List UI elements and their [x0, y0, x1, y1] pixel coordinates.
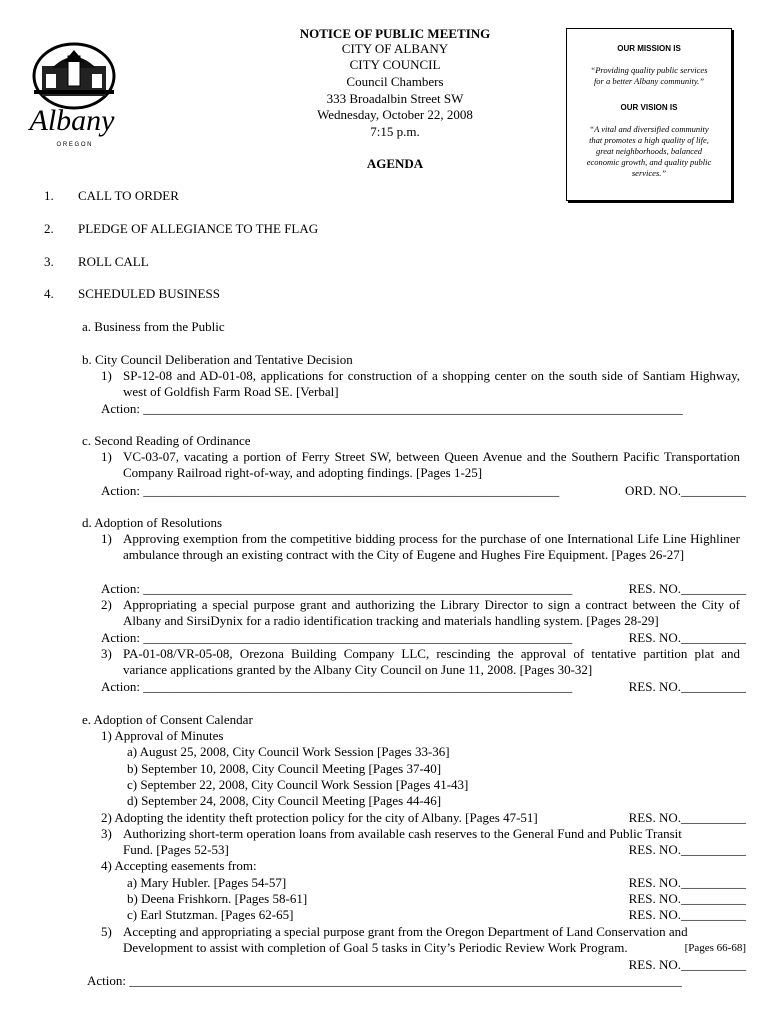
vision-heading: OUR VISION IS [620, 103, 678, 112]
resolution-number: RES. NO.__________ [628, 907, 746, 922]
list-number: 1) [101, 449, 112, 464]
vision-text-line: that promotes a high quality of life, [589, 135, 709, 145]
meeting-date: Wednesday, October 22, 2008 [317, 107, 473, 122]
svg-text:Albany: Albany [29, 104, 115, 137]
item-number: 1. [44, 188, 54, 203]
deliberation-item: SP-12-08 and AD-01-08, applications for construction of a shopping center on the south side of Santiam Highway, west of Goldfish Farm Road SE. [Verbal] [123, 368, 740, 399]
item-roll-call: ROLL CALL [78, 254, 149, 269]
action-line: Action: _____________________________________________________________________________________ [87, 973, 682, 988]
meeting-location: Council Chambers [346, 74, 444, 89]
consent-item: Authorizing short-term operation loans from available cash reserves to the General Fund and Public Transit [123, 826, 682, 841]
item-pledge: PLEDGE OF ALLEGIANCE TO THE FLAG [78, 221, 319, 236]
city-name: CITY OF ALBANY [341, 41, 449, 56]
list-number: 3) [101, 826, 112, 841]
business-from-public: a. Business from the Public [82, 319, 225, 334]
list-number: 5) [101, 924, 112, 939]
list-number: 1) [101, 368, 112, 383]
easement-item: a) Mary Hubler. [Pages 54-57] [127, 875, 287, 890]
list-number: 1) [101, 531, 112, 546]
item-scheduled-business: SCHEDULED BUSINESS [78, 286, 220, 301]
resolution-number: RES. NO.__________ [628, 630, 746, 645]
vision-text-line: great neighborhoods, balanced [595, 146, 702, 156]
consent-item: 2) Adopting the identity theft protection policy for the city of Albany. [Pages 47-51] [101, 810, 538, 825]
meeting-time: 7:15 p.m. [370, 124, 420, 139]
consent-item: Accepting and appropriating a special purpose grant from the Oregon Department of Land Conservation and [123, 924, 688, 939]
minutes-item: d) September 24, 2008, City Council Meeting [Pages 44-46] [127, 793, 442, 808]
action-line: Action: ___________________________________________________________________________________ [101, 401, 683, 416]
minutes-item: c) September 22, 2008, City Council Work Session [Pages 41-43] [127, 777, 469, 792]
action-line: Action: __________________________________________________________________ [101, 630, 573, 645]
page-title: NOTICE OF PUBLIC MEETING [299, 26, 491, 41]
item-number: 4. [44, 286, 54, 301]
resolution-number: RES. NO.__________ [628, 875, 746, 890]
easement-item: c) Earl Stutzman. [Pages 62-65] [127, 907, 294, 922]
vision-text-line: services.” [631, 168, 667, 178]
resolutions-heading: d. Adoption of Resolutions [82, 515, 223, 530]
ordinance-item: VC-03-07, vacating a portion of Ferry Street SW, between Queen Avenue and the Southern Pacific Transportation Company Railroad right-of-way, and adopting findings. [Pages 1-25] [123, 449, 740, 480]
resolution-item: PA-01-08/VR-05-08, Orezona Building Company LLC, rescinding the approval of tentative partition plat and variance applications granted by the Albany City Council on June 11, 2008. [Pages 30-32] [123, 646, 740, 677]
resolution-number: RES. NO.__________ [628, 891, 746, 906]
vision-text-line: economic growth, and quality public [586, 157, 712, 167]
list-number: 3) [101, 646, 112, 661]
action-line: Action: ________________________________________________________________ [101, 483, 560, 498]
minutes-item: b) September 10, 2008, City Council Meeting [Pages 37-40] [127, 761, 442, 776]
action-line: Action: __________________________________________________________________ [101, 581, 573, 596]
resolution-number: RES. NO.__________ [628, 581, 746, 596]
agenda-heading: AGENDA [366, 156, 424, 171]
easements-heading: 4) Accepting easements from: [101, 858, 257, 873]
resolution-number: RES. NO.__________ [628, 679, 746, 694]
mission-vision-box [566, 28, 732, 201]
mission-heading: OUR MISSION IS [617, 44, 681, 53]
item-call-to-order: CALL TO ORDER [78, 188, 179, 203]
item-number: 2. [44, 221, 54, 236]
deliberation-heading: b. City Council Deliberation and Tentative Decision [82, 352, 353, 367]
resolution-number: RES. NO.__________ [628, 957, 746, 972]
list-number: 2) [101, 597, 112, 612]
item-number: 3. [44, 254, 54, 269]
consent-calendar-heading: e. Adoption of Consent Calendar [82, 712, 253, 727]
resolution-item: Approving exemption from the competitive bidding process for the purchase of one International Life Line Highliner ambulance through an existing contract with the City of Eugene and Hughes Fire Equipment. [Pages 26-27] [123, 531, 740, 562]
page-reference: [Pages 66-68] [684, 942, 746, 954]
minutes-heading: 1) Approval of Minutes [101, 728, 224, 743]
easement-item: b) Deena Frishkorn. [Pages 58-61] [127, 891, 308, 906]
minutes-item: a) August 25, 2008, City Council Work Session [Pages 33-36] [127, 744, 450, 759]
meeting-address: 333 Broadalbin Street SW [326, 91, 464, 106]
resolution-number: RES. NO.__________ [628, 810, 746, 825]
council-name: CITY COUNCIL [349, 57, 441, 72]
consent-item-continued: Development to assist with completion of Goal 5 tasks in City’s Periodic Review Work Program. [123, 940, 628, 955]
resolution-number: RES. NO.__________ [628, 842, 746, 857]
albany-city-seal-icon [24, 38, 124, 150]
resolution-item: Appropriating a special purpose grant and authorizing the Library Director to sign a contract between the City of Albany and SirsiDynix for a radio identification tracking and materials handling system. [Pages 28-29] [123, 597, 740, 628]
action-line: Action: __________________________________________________________________ [101, 679, 573, 694]
svg-text:O R E G O N: O R E G O N [56, 142, 92, 148]
ordinance-number: ORD. NO.__________ [625, 483, 746, 498]
mission-text-line: for a better Albany community.” [593, 76, 705, 86]
ordinance-heading: c. Second Reading of Ordinance [82, 433, 251, 448]
mission-text-line: “Providing quality public services [590, 65, 708, 75]
vision-text-line: “A vital and diversified community [589, 124, 709, 134]
consent-item-continued: Fund. [Pages 52-53] [123, 842, 229, 857]
